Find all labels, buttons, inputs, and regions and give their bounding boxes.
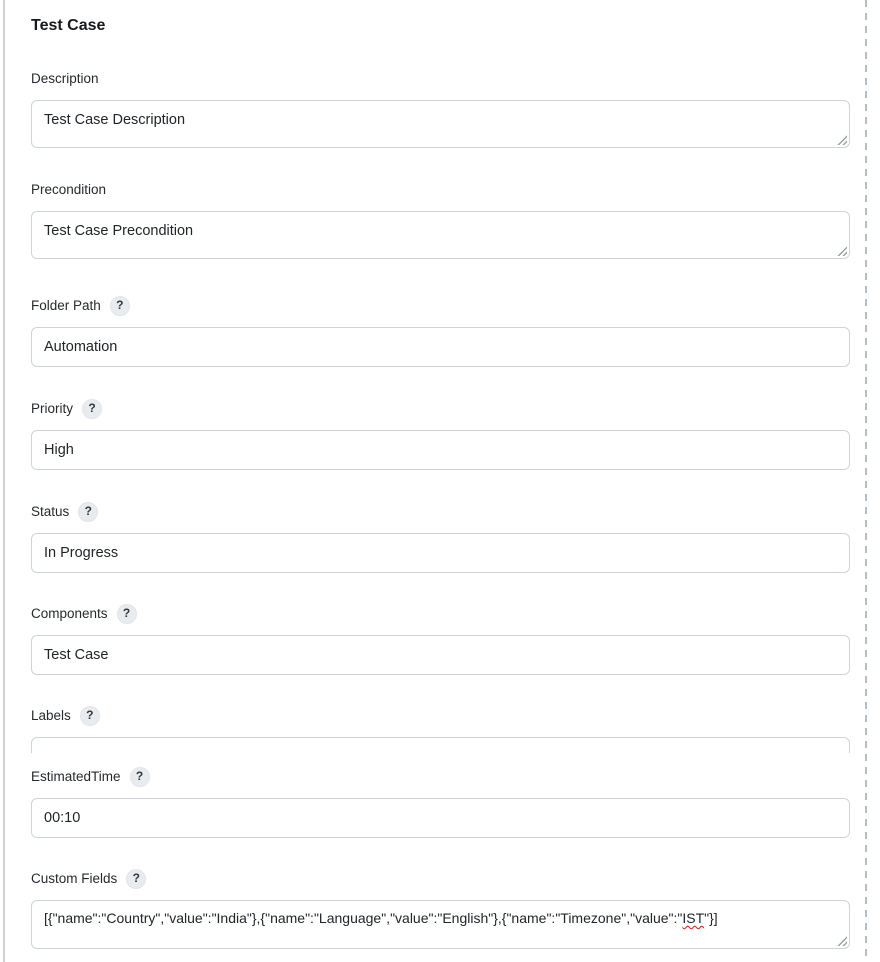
help-icon[interactable]: ?: [82, 399, 102, 419]
labels-label: [31, 705, 850, 726]
custom-fields-textarea[interactable]: [31, 900, 850, 949]
field-description: [31, 71, 850, 148]
field-estimated-time: [31, 766, 850, 838]
panel-splitter-dashed-line: [865, 0, 867, 962]
priority-label: [31, 398, 850, 419]
precondition-label-text: Precondition: [31, 182, 107, 197]
field-folder-path: [31, 295, 850, 367]
estimated-time-label: [31, 766, 850, 787]
description-textarea-wrap: [31, 100, 850, 148]
precondition-textarea-wrap: [31, 211, 850, 259]
status-label: [31, 501, 850, 522]
panel-left-border: [3, 0, 5, 962]
description-label-text: Description: [31, 71, 99, 86]
labels-label-text: Labels: [31, 708, 71, 723]
custom-fields-textarea-wrap: [31, 900, 850, 949]
test-case-form: [31, 0, 850, 949]
field-labels: [31, 705, 850, 753]
help-icon[interactable]: ?: [80, 706, 100, 726]
description-label: [31, 71, 850, 86]
field-components: [31, 603, 850, 675]
components-input[interactable]: [31, 635, 850, 675]
field-priority: [31, 398, 850, 470]
custom-fields-label: [31, 868, 850, 889]
labels-input-clipped: [31, 737, 850, 753]
components-label: [31, 603, 850, 624]
labels-input[interactable]: [31, 737, 850, 753]
priority-input[interactable]: [31, 430, 850, 470]
help-icon[interactable]: ?: [110, 296, 130, 316]
status-input[interactable]: [31, 533, 850, 573]
folder-path-input[interactable]: [31, 327, 850, 367]
precondition-textarea[interactable]: [31, 211, 850, 259]
custom-fields-value-suffix: "}]: [704, 910, 718, 926]
custom-fields-value-prefix: [{"name":"Country","value":"India"},{"name":"Language","value":"English"},{"name":"Timezone","value":": [44, 910, 683, 926]
folder-path-label-text: Folder Path: [31, 298, 101, 313]
custom-fields-value-misspelled-word: IST: [682, 910, 705, 926]
priority-label-text: Priority: [31, 401, 74, 416]
field-status: [31, 501, 850, 573]
field-custom-fields: [31, 868, 850, 949]
status-label-text: Status: [31, 504, 70, 519]
description-textarea[interactable]: [31, 100, 850, 148]
estimated-time-input[interactable]: [31, 798, 850, 838]
help-icon[interactable]: ?: [78, 502, 98, 522]
folder-path-label: [31, 295, 850, 316]
precondition-label: [31, 182, 850, 197]
custom-fields-label-text: Custom Fields: [31, 871, 118, 886]
help-icon[interactable]: ?: [117, 604, 137, 624]
help-icon[interactable]: ?: [130, 767, 150, 787]
page-title: Test Case: [31, 17, 106, 34]
components-label-text: Components: [31, 606, 108, 621]
field-precondition: [31, 182, 850, 259]
help-icon[interactable]: ?: [126, 869, 146, 889]
estimated-time-label-text: EstimatedTime: [31, 769, 121, 784]
